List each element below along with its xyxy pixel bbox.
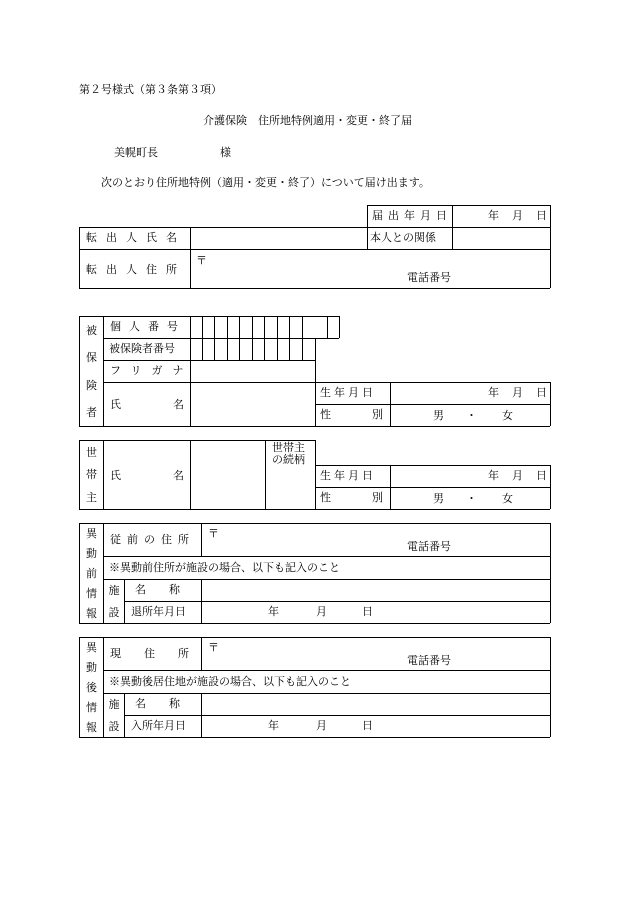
before-date-month: 月 <box>316 605 327 618</box>
insured-sex-label: 性別 <box>320 408 424 421</box>
postal-mark: 〒 <box>196 254 207 267</box>
before-facility-name-field[interactable] <box>202 580 549 600</box>
phone-label: 電話番号 <box>407 271 451 284</box>
household-birth-month: 月 <box>512 469 523 482</box>
before-date-field[interactable] <box>202 602 549 622</box>
filing-date-label: 届出年月日 <box>372 209 452 222</box>
insured-side-label: 被 保 険 者 <box>86 324 97 419</box>
insured-birth-month: 月 <box>512 386 523 399</box>
before-postal-mark: 〒 <box>208 527 219 540</box>
after-address-label: 現 住 所 <box>110 647 195 660</box>
household-name-field[interactable] <box>191 441 264 508</box>
after-address-field[interactable] <box>202 638 549 669</box>
household-sex-male[interactable]: 男 <box>433 492 444 505</box>
household-sex-female[interactable]: 女 <box>502 492 513 505</box>
mover-address-label: 転出人住所 <box>86 263 186 276</box>
personal-number-field[interactable] <box>191 317 338 337</box>
relation-label: 本人との関係 <box>370 231 436 244</box>
insured-name-field[interactable] <box>191 383 314 425</box>
mover-address-field[interactable] <box>191 250 549 287</box>
insured-sex-dot: ・ <box>466 409 477 422</box>
mover-name-field[interactable] <box>191 228 366 248</box>
household-relation-label-1: 世帯主 <box>272 441 305 454</box>
insured-birth-field[interactable] <box>391 383 549 403</box>
form-title: 介護保険 住所地特例適用・変更・終了届 <box>203 114 412 127</box>
insured-number-field[interactable] <box>191 339 314 359</box>
form-number: 第２号様式（第３条第３項） <box>79 83 222 96</box>
insured-name-label: 氏名 <box>110 398 236 411</box>
filing-month-unit: 月 <box>512 209 523 222</box>
filing-day-unit: 日 <box>536 209 547 222</box>
before-note: ※異動前住所が施設の場合、以下も記入のこと <box>109 561 340 574</box>
after-facility-name-label: 名 称 <box>135 697 186 710</box>
relation-field[interactable] <box>453 228 549 248</box>
insured-number-label: 被保険者番号 <box>109 342 175 355</box>
addressee: 美幌町長 <box>114 146 158 159</box>
after-date-month: 月 <box>316 719 327 732</box>
filing-date-field[interactable] <box>453 206 549 226</box>
furigana-label: フリガナ <box>110 364 194 377</box>
household-name-label: 氏名 <box>110 469 236 482</box>
after-date-label: 入所年月日 <box>131 719 186 732</box>
insured-sex-male[interactable]: 男 <box>433 409 444 422</box>
before-address-label: 従前の住所 <box>110 533 195 546</box>
before-address-field[interactable] <box>202 524 549 555</box>
household-relation-field[interactable] <box>266 466 314 508</box>
filing-year-unit: 年 <box>488 209 499 222</box>
after-phone-label: 電話番号 <box>407 654 451 667</box>
honorific: 様 <box>220 146 231 159</box>
after-facility-side-label: 施 設 <box>108 698 120 733</box>
before-facility-name-label: 名 称 <box>135 583 186 596</box>
household-sex-dot: ・ <box>466 492 477 505</box>
intro-text: 次のとおり住所地特例（適用・変更・終了）について届け出ます。 <box>101 176 430 189</box>
before-date-label: 退所年月日 <box>131 605 186 618</box>
after-facility-name-field[interactable] <box>202 694 549 714</box>
after-date-field[interactable] <box>202 716 549 736</box>
before-side-label: 異 動 前 情 報 <box>86 527 97 620</box>
furigana-field[interactable] <box>191 361 314 381</box>
after-note: ※異動後居住地が施設の場合、以下も記入のこと <box>109 675 351 688</box>
household-relation-label-2: の続柄 <box>272 453 305 466</box>
household-side-label: 世 帯 主 <box>86 445 97 505</box>
household-birth-year: 年 <box>488 469 499 482</box>
household-birth-label: 生年月日 <box>320 469 376 482</box>
mover-name-label: 転出人氏名 <box>86 231 186 244</box>
before-facility-side-label: 施 設 <box>108 584 120 619</box>
before-date-year: 年 <box>268 605 279 618</box>
household-birth-day: 日 <box>536 469 547 482</box>
household-sex-label: 性別 <box>320 491 424 504</box>
after-date-day: 日 <box>362 719 373 732</box>
insured-sex-female[interactable]: 女 <box>502 409 513 422</box>
after-date-year: 年 <box>268 719 279 732</box>
insured-birth-day: 日 <box>536 386 547 399</box>
after-postal-mark: 〒 <box>208 641 219 654</box>
insured-birth-year: 年 <box>488 386 499 399</box>
after-side-label: 異 動 後 情 報 <box>86 641 97 734</box>
household-birth-field[interactable] <box>391 466 549 486</box>
before-date-day: 日 <box>362 605 373 618</box>
insured-birth-label: 生年月日 <box>320 386 376 399</box>
personal-number-label: 個人番号 <box>110 320 186 333</box>
before-phone-label: 電話番号 <box>407 540 451 553</box>
